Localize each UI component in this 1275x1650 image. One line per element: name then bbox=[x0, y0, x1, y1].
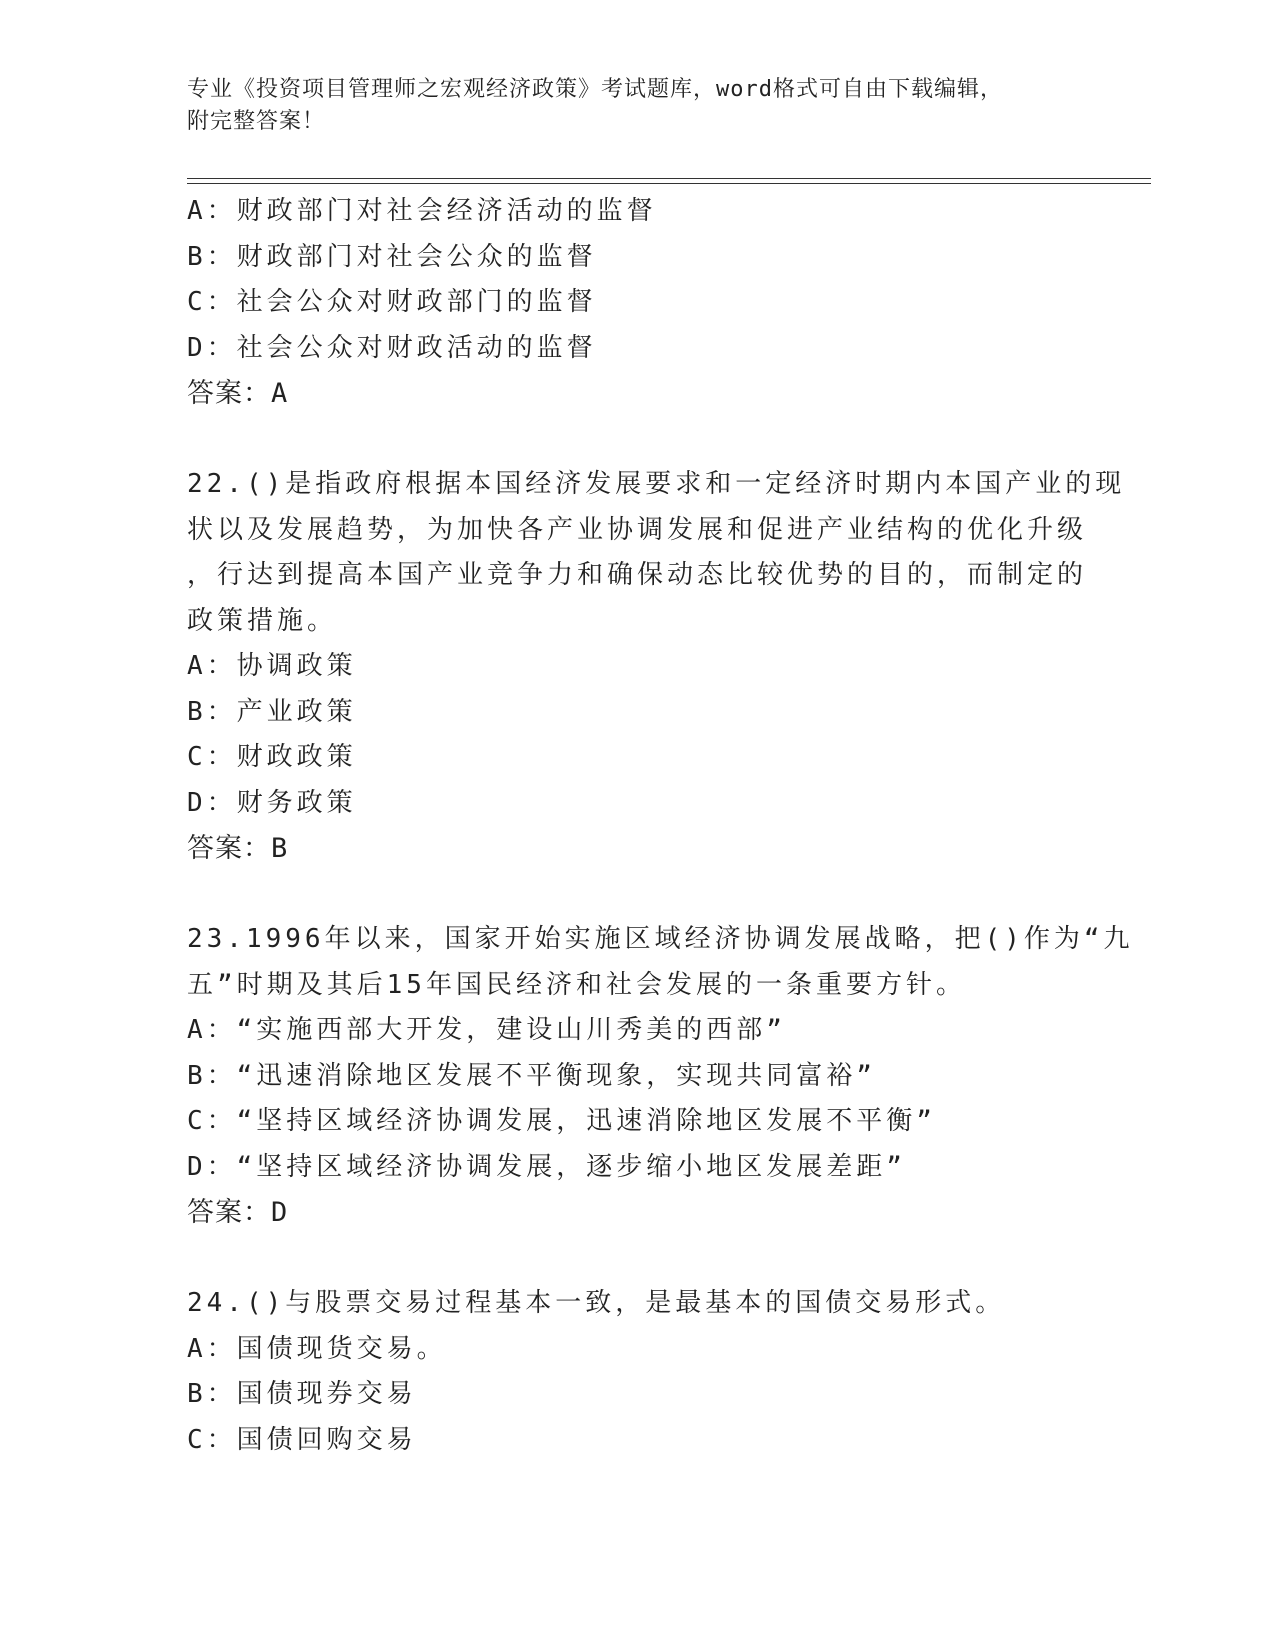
option-c: C：“坚持区域经济协调发展，迅速消除地区发展不平衡” bbox=[187, 1106, 936, 1136]
option-a: A：国债现货交易。 bbox=[187, 1333, 447, 1364]
option-b: B：财政部门对社会公众的监督 bbox=[187, 241, 597, 272]
option-c: C：财政政策 bbox=[187, 742, 357, 772]
answer-label: 答案： bbox=[187, 1197, 271, 1228]
question-24 bbox=[187, 1281, 1087, 1463]
question-stem-line: 状以及发展趋势，为加快各产业协调发展和促进产业结构的优化升级 bbox=[187, 514, 1088, 545]
answer-line bbox=[187, 371, 1087, 417]
option-a: A：协调政策 bbox=[187, 651, 357, 681]
question-stem-line: ，行达到提高本国产业竞争力和确保动态比较优势的目的，而制定的 bbox=[187, 560, 1088, 590]
answer-label: 答案： bbox=[187, 378, 271, 409]
header-divider bbox=[187, 178, 1151, 184]
option-a: A：财政部门对社会经济活动的监督 bbox=[187, 196, 657, 226]
question-list bbox=[187, 189, 1134, 1463]
question-22 bbox=[187, 462, 1126, 872]
option-c: C：国债回购交易 bbox=[187, 1424, 417, 1455]
option-d: D：社会公众对财政活动的监督 bbox=[187, 332, 597, 363]
answer-line bbox=[187, 826, 1087, 872]
option-a: A：“实施西部大开发，建设山川秀美的西部” bbox=[187, 1015, 786, 1045]
option-b: B：产业政策 bbox=[187, 696, 357, 727]
header-line-2: 附完整答案！ bbox=[187, 109, 326, 134]
option-b: B：“迅速消除地区发展不平衡现象，实现共同富裕” bbox=[187, 1060, 876, 1091]
question-21 bbox=[187, 189, 1087, 417]
option-c: C：社会公众对财政部门的监督 bbox=[187, 287, 597, 317]
question-stem-line: 政策措施。 bbox=[187, 605, 338, 636]
answer-value: D bbox=[271, 1197, 289, 1228]
option-d: D：财务政策 bbox=[187, 787, 357, 818]
question-23 bbox=[187, 917, 1134, 1236]
answer-value: A bbox=[271, 378, 289, 409]
question-stem-line: 22.()是指政府根据本国经济发展要求和一定经济时期内本国产业的现 bbox=[187, 469, 1126, 499]
option-b: B：国债现券交易 bbox=[187, 1379, 417, 1409]
header-line-1: 专业《投资项目管理师之宏观经济政策》考试题库，word格式可自由下载编辑， bbox=[187, 77, 1003, 102]
option-d: D：“坚持区域经济协调发展，逐步缩小地区发展差距” bbox=[187, 1151, 906, 1182]
question-stem-line: 24.()与股票交易过程基本一致，是最基本的国债交易形式。 bbox=[187, 1288, 1006, 1318]
question-stem-line: 23.1996年以来，国家开始实施区域经济协调发展战略，把()作为“九 bbox=[187, 924, 1134, 954]
question-stem-line: 五”时期及其后15年国民经济和社会发展的一条重要方针。 bbox=[187, 969, 966, 1000]
document-header bbox=[187, 74, 1087, 138]
answer-label: 答案： bbox=[187, 833, 271, 864]
answer-line bbox=[187, 1190, 1087, 1236]
answer-value: B bbox=[271, 833, 289, 864]
